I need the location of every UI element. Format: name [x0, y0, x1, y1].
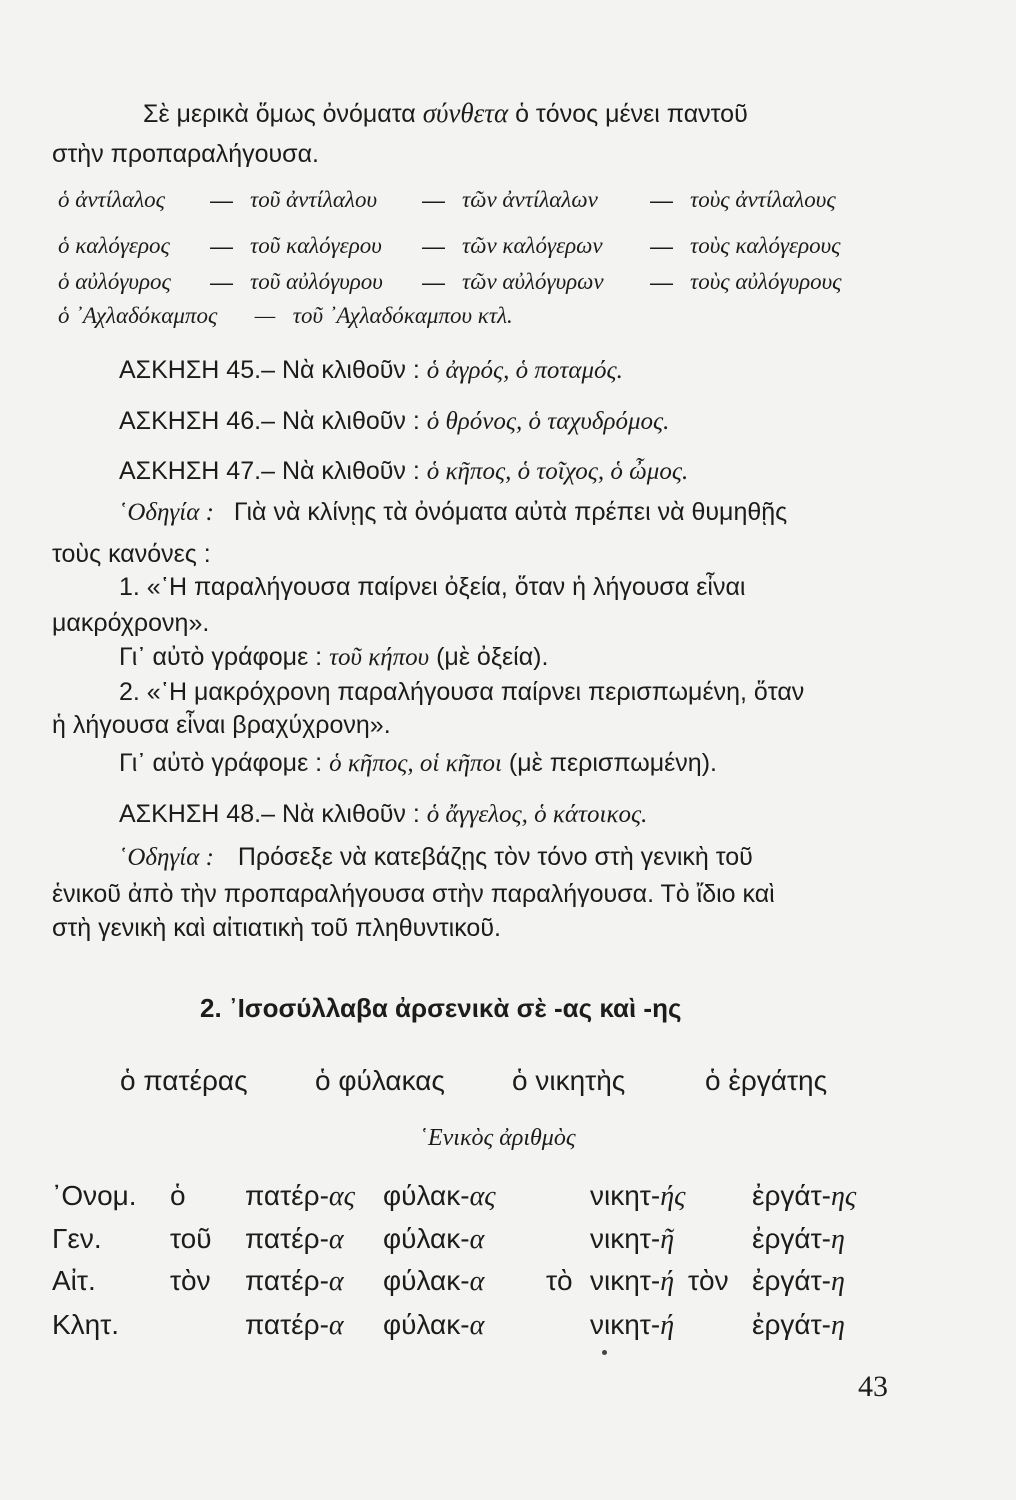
intro-line-2: στὴν προπαραλήγουσα. — [52, 140, 320, 168]
instruction-label: ῾Οδηγία : — [119, 844, 214, 871]
form-c2 — [383, 1309, 484, 1342]
case-label: Κλητ. — [52, 1309, 120, 1340]
rule-2-line-1: 2. «῾Η μακρόχρονη παραλήγουσα παίρνει περισπωμένη, ὅταν — [119, 678, 805, 706]
form-ending: α — [469, 1224, 485, 1255]
example-gen: τοῦ καλόγερου — [250, 233, 382, 258]
example-acc-pl: τοὺς ἀντίλαλους — [690, 187, 836, 212]
example-dash: — — [422, 269, 445, 295]
form-stem: ἐργάτ- — [752, 1180, 831, 1211]
article: τοῦ — [170, 1223, 212, 1254]
article: ὁ — [170, 1180, 186, 1211]
noun-header: ὁ νικητὴς — [512, 1065, 626, 1096]
form-stem: φύλακ- — [383, 1180, 470, 1211]
form-ending: α — [469, 1310, 485, 1341]
intro-line-1 — [143, 98, 748, 129]
exercise-47 — [119, 457, 688, 486]
form-c1 — [245, 1309, 344, 1342]
form-ending: α — [328, 1266, 344, 1297]
example-dash: — — [422, 187, 445, 213]
intro-term: σύνθετα — [422, 98, 509, 128]
form-stem: νικητ- — [590, 1180, 661, 1211]
form-c3 — [590, 1180, 685, 1213]
example-gen-pl: τῶν καλόγερων — [462, 233, 603, 258]
article: τὸ — [546, 1265, 573, 1296]
exercise-words: ὁ ἀγρός, ὁ ποταμός. — [426, 357, 623, 384]
example-gen: τοῦ αὐλόγυρου — [250, 269, 383, 294]
example-nom: ὁ καλόγερος — [58, 233, 170, 258]
exercise-verb: Νὰ κλιθοῦν : — [281, 457, 420, 485]
rule-1-line-1: 1. «῾Η παραλήγουσα παίρνει ὀξεία, ὅταν ἡ λήγουσα εἶναι — [119, 573, 746, 601]
section-heading: 2. ᾿Ισοσύλλαβα ἀρσενικὰ σὲ -ας καὶ -ης — [200, 993, 682, 1023]
form-ending: α — [328, 1310, 344, 1341]
form-ending: ῆ — [660, 1224, 675, 1255]
form-stem: πατέρ- — [245, 1180, 329, 1211]
exercise-words: ὁ ἄγγελος, ὁ κάτοικος. — [426, 801, 648, 828]
form-ending: ας — [469, 1181, 496, 1212]
rule-1-example-note: (μὲ ὀξεία). — [436, 643, 549, 671]
example-line-last — [58, 303, 513, 329]
form-stem: νικητ- — [590, 1265, 661, 1296]
case-label: ᾿Ονομ. — [52, 1180, 137, 1211]
example-acc-pl: τοὺς αὐλόγυρους — [690, 269, 842, 294]
case-label: Αἰτ. — [52, 1265, 96, 1296]
exercise-words: ὁ θρόνος, ὁ ταχυδρόμος. — [426, 408, 670, 435]
example-gen-pl: τῶν αὐλόγυρων — [462, 269, 604, 294]
exercise-label: ΑΣΚΗΣΗ 46.– — [119, 407, 275, 435]
form-stem: φύλακ- — [383, 1309, 470, 1340]
form-ending: η — [830, 1266, 845, 1297]
example-dash: — — [650, 233, 673, 259]
page-number: 43 — [858, 1370, 888, 1403]
example-dash: — — [650, 269, 673, 295]
example-nom: ὁ ἀντίλαλος — [58, 187, 165, 212]
exercise-46 — [119, 407, 669, 436]
instruction-label: ῾Οδηγία : — [119, 499, 214, 526]
example-dash: — — [210, 269, 233, 295]
ink-dot — [602, 1350, 607, 1355]
example-last-gen: τοῦ ᾿Αχλαδόκαμπου κτλ. — [292, 303, 513, 328]
article: τὸν — [170, 1265, 211, 1296]
form-stem: πατέρ- — [245, 1223, 329, 1254]
form-c1 — [245, 1223, 344, 1256]
form-stem: νικητ- — [590, 1223, 661, 1254]
example-last-dash: — — [254, 303, 276, 328]
form-c2 — [383, 1265, 484, 1298]
instruction-1-line-2: τοὺς κανόνες : — [52, 540, 211, 568]
exercise-verb: Νὰ κλιθοῦν : — [281, 407, 420, 435]
rule-1-line-2: μακρόχρονη». — [52, 609, 210, 637]
form-ending: α — [469, 1266, 485, 1297]
number-heading: ῾Ενικὸς ἀριθμὸς — [420, 1125, 576, 1151]
instruction-2-line-2: ἑνικοῦ ἀπὸ τὴν προπαραλήγουσα στὴν παραλήγουσα. Τὸ ἴδιο καὶ — [52, 880, 775, 908]
form-c2 — [383, 1223, 484, 1256]
rule-1-example — [119, 643, 548, 672]
exercise-verb: Νὰ κλιθοῦν : — [281, 356, 420, 384]
noun-header: ὁ φύλακας — [315, 1065, 445, 1096]
rule-2-example-text: Γι᾿ αὐτὸ γράφομε : — [119, 749, 323, 777]
noun-header: ὁ πατέρας — [120, 1065, 248, 1096]
form-ending: ή — [660, 1266, 675, 1297]
form-stem: φύλακ- — [383, 1223, 470, 1254]
rule-2-line-2: ἡ λήγουσα εἶναι βραχύχρονη». — [52, 711, 391, 739]
case-label: Γεν. — [52, 1223, 102, 1254]
form-stem: φύλακ- — [383, 1265, 470, 1296]
example-last-nom: ὁ ᾿Αχλαδόκαμπος — [58, 303, 218, 328]
form-c4 — [752, 1223, 845, 1256]
rule-2-example — [119, 749, 717, 778]
form-stem: ἐργάτ- — [752, 1265, 831, 1296]
instruction-1-line-1 — [119, 498, 787, 527]
form-ending: ή — [660, 1310, 675, 1341]
form-c3 — [590, 1265, 674, 1298]
rule-1-example-text: Γι᾿ αὐτὸ γράφομε : — [119, 643, 323, 671]
form-c3 — [590, 1223, 674, 1256]
example-dash: — — [650, 187, 673, 213]
intro-text-b: ὁ τόνος μένει παντοῦ — [515, 100, 748, 128]
form-c4 — [752, 1265, 845, 1298]
rule-2-example-note: (μὲ περισπωμένη). — [508, 749, 717, 777]
exercise-label: ΑΣΚΗΣΗ 48.– — [119, 800, 275, 828]
form-ending: η — [830, 1310, 845, 1341]
exercise-label: ΑΣΚΗΣΗ 45.– — [119, 356, 275, 384]
form-c1 — [245, 1265, 344, 1298]
form-ending: ης — [830, 1181, 857, 1212]
instruction-2-line-3: στὴ γενικὴ καὶ αἰτιατικὴ τοῦ πληθυντικοῦ. — [52, 914, 501, 942]
form-c4 — [752, 1180, 856, 1213]
example-nom: ὁ αὐλόγυρος — [58, 269, 171, 294]
intro-text-a: Σὲ μερικὰ ὅμως ὀνόματα — [143, 100, 416, 128]
form-stem: πατέρ- — [245, 1265, 329, 1296]
rule-2-example-word: ὁ κῆπος, οἱ κῆποι — [329, 750, 502, 777]
example-dash: — — [210, 233, 233, 259]
noun-header: ὁ ἐργάτης — [705, 1065, 828, 1096]
form-ending: η — [830, 1224, 845, 1255]
form-ending: ής — [660, 1181, 686, 1212]
exercise-label: ΑΣΚΗΣΗ 47.– — [119, 457, 275, 485]
instruction-text: Πρόσεξε νὰ κατεβάζῃς τὸν τόνο στὴ γενικὴ τοῦ — [237, 843, 753, 871]
form-ending: α — [328, 1224, 344, 1255]
example-acc-pl: τοὺς καλόγερους — [690, 233, 841, 258]
form-stem: ἐργάτ- — [752, 1223, 831, 1254]
form-c3 — [590, 1309, 674, 1342]
example-gen-pl: τῶν ἀντίλαλων — [462, 187, 598, 212]
form-stem: πατέρ- — [245, 1309, 329, 1340]
form-stem: νικητ- — [590, 1309, 661, 1340]
form-ending: ας — [328, 1181, 355, 1212]
example-dash: — — [210, 187, 233, 213]
instruction-2-line-1 — [119, 843, 753, 872]
instruction-text: Γιὰ νὰ κλίνῃς τὰ ὀνόματα αὐτὰ πρέπει νὰ θυμηθῇς — [233, 498, 788, 526]
article: τὸν — [688, 1265, 729, 1296]
form-stem: ἐργάτ- — [752, 1309, 831, 1340]
exercise-48 — [119, 800, 647, 829]
rule-1-example-word: τοῦ κήπου — [329, 644, 430, 671]
form-c1 — [245, 1180, 355, 1213]
exercise-45 — [119, 356, 623, 385]
example-dash: — — [422, 233, 445, 259]
form-c2 — [383, 1180, 496, 1213]
form-c4 — [752, 1309, 845, 1342]
example-gen: τοῦ ἀντίλαλου — [250, 187, 377, 212]
exercise-verb: Νὰ κλιθοῦν : — [281, 800, 420, 828]
exercise-words: ὁ κῆπος, ὁ τοῖχος, ὁ ὦμος. — [426, 458, 689, 485]
